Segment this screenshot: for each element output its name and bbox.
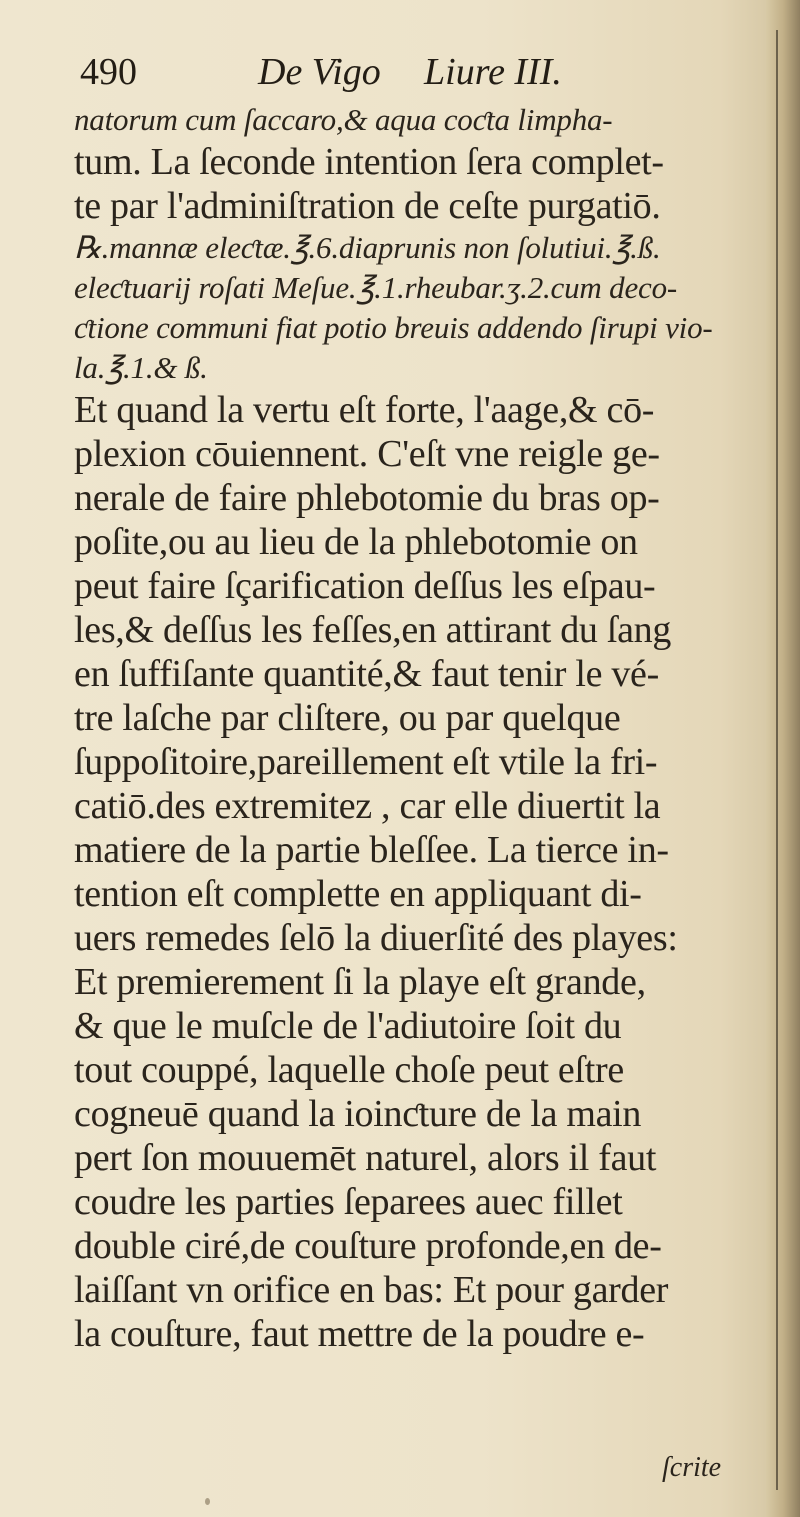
gutter-line <box>776 30 778 1490</box>
page-edge <box>766 0 800 1517</box>
text-line: ſuppoſitoire,pareillement eſt vtile la fri- <box>74 741 658 783</box>
running-title: De Vigo <box>258 51 381 93</box>
text-line: Et premierement ſi la playe eſt grande, <box>74 961 646 1003</box>
text-line: ℞.mannæ eleƈtæ.℥.6.diaprunis non ſolutiui.℥.ß. <box>74 230 661 265</box>
ink-spot <box>205 1498 210 1505</box>
page-number: 490 <box>80 51 137 93</box>
text-line: plexion cōuiennent. C'eſt vne reigle ge- <box>74 433 660 475</box>
text-line: natorum cum ſaccaro,& aqua coƈta limpha- <box>74 102 613 137</box>
text-line: tention eſt complette en appliquant di- <box>74 873 642 915</box>
book-number: Liure III. <box>424 51 562 93</box>
text-line: la couſture, faut mettre de la poudre e- <box>74 1313 645 1355</box>
text-line: & que le muſcle de l'adiutoire ſoit du <box>74 1005 622 1047</box>
text-line: Et quand la vertu eſt forte, l'aage,& cō- <box>74 389 655 431</box>
running-header <box>80 50 640 100</box>
text-line: matiere de la partie bleſſee. La tierce in- <box>74 829 669 871</box>
text-line: cogneuē quand la ioinƈture de la main <box>74 1093 642 1135</box>
text-line: laiſſant vn orifice en bas: Et pour garder <box>74 1269 669 1311</box>
text-line: tout couppé, laquelle choſe peut eſtre <box>74 1049 624 1091</box>
text-line: double ciré,de couſture profonde,en de- <box>74 1225 662 1267</box>
text-line: peut faire ſçarification deſſus les eſpau- <box>74 565 656 607</box>
text-line: nerale de faire phlebotomie du bras op- <box>74 477 660 519</box>
text-block <box>74 100 754 1356</box>
text-line: uers remedes ſelō la diuerſité des playes: <box>74 917 678 959</box>
text-line: te par l'adminiſtration de ceſte purgatiō. <box>74 185 661 227</box>
text-line: les,& deſſus les feſſes,en attirant du ſang <box>74 609 672 651</box>
text-line: ƈtione communi fiat potio breuis addendo ſirupi vio- <box>74 310 713 345</box>
text-line: eleƈtuarij roſati Meſue.℥.1.rheubar.ʒ.2.cum deco- <box>74 270 677 305</box>
text-line: la.℥.1.& ß. <box>74 350 208 385</box>
text-line: pert ſon mouuemēt naturel, alors il faut <box>74 1137 657 1179</box>
text-line: coudre les parties ſeparees auec fillet <box>74 1181 623 1223</box>
text-line: catiō.des extremitez , car elle diuertit la <box>74 785 661 827</box>
text-line: tum. La ſeconde intention ſera complet- <box>74 141 664 183</box>
text-line: en ſuffiſante quantité,& faut tenir le vé- <box>74 653 659 695</box>
text-line: poſite,ou au lieu de la phlebotomie on <box>74 521 638 563</box>
catchword: ſcrite <box>662 1452 722 1483</box>
text-line: tre laſche par cliſtere, ou par quelque <box>74 697 621 739</box>
